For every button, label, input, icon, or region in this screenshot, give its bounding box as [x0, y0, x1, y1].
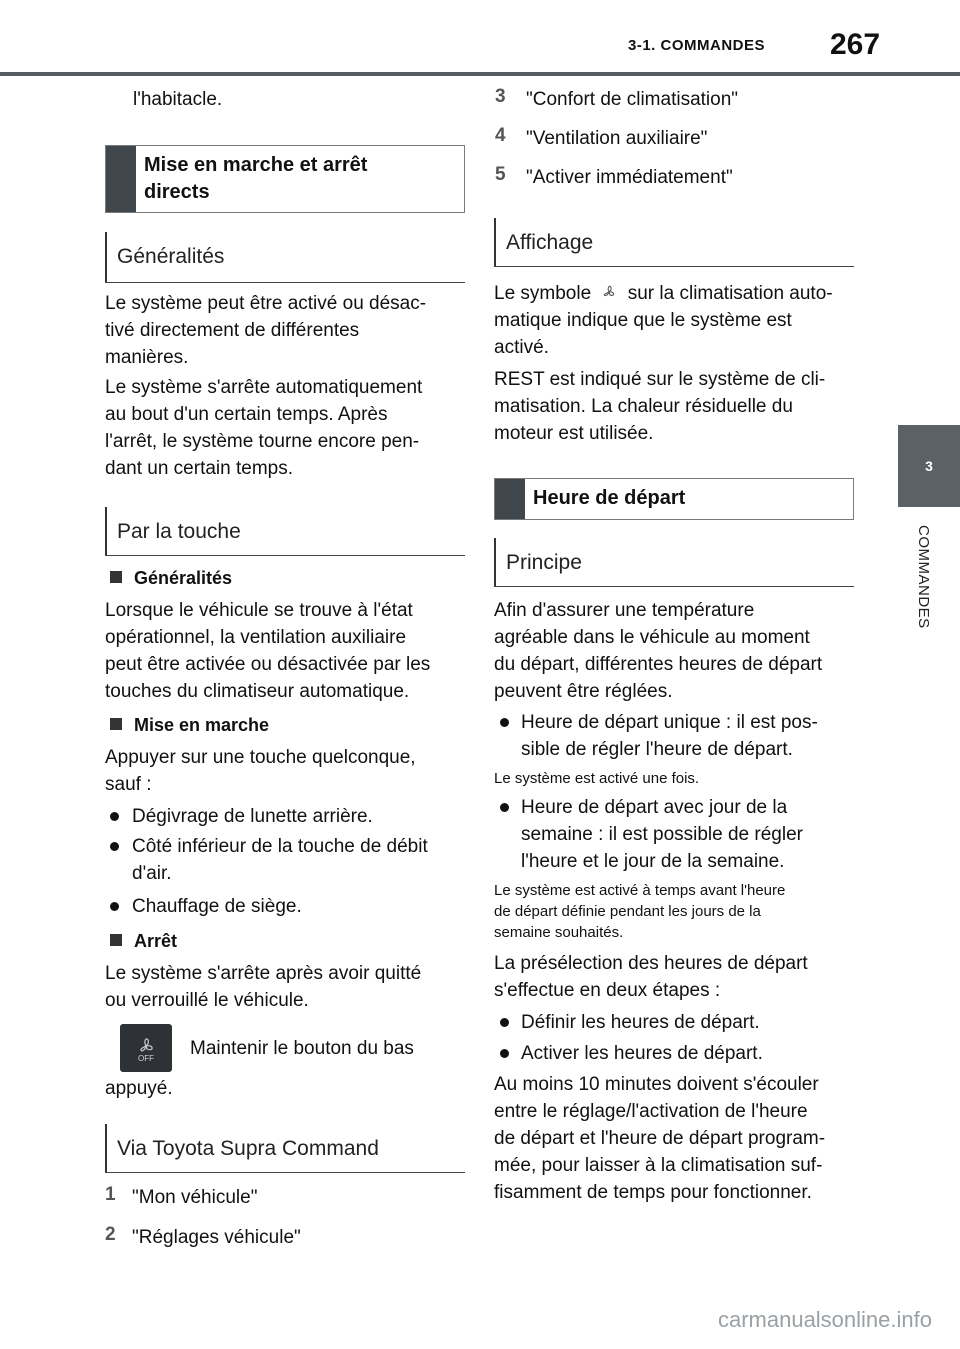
- text-line: du départ, différentes heures de départ: [494, 654, 823, 675]
- para-au-moins: [494, 1071, 825, 1206]
- subheading-text: Affichage: [506, 231, 594, 254]
- bold-head-text: Arrêt: [134, 931, 178, 951]
- step-number: 4: [495, 125, 506, 146]
- text-line: manières.: [105, 347, 189, 368]
- text-line: matique indique que le système est: [494, 310, 792, 331]
- subheading-par-touche: [105, 507, 465, 555]
- intro-line: l'habitacle.: [133, 89, 223, 110]
- text-line: Le système s'arrête automatiquement: [105, 377, 423, 398]
- note-unique: Le système est activé une fois.: [494, 770, 700, 787]
- text-line: Heure de départ avec jour de la: [521, 797, 788, 818]
- bold-head-generalites: [110, 568, 232, 589]
- heading-line-1: Mise en marche et arrêt: [144, 154, 368, 176]
- text-line: Au moins 10 minutes doivent s'écouler: [494, 1074, 819, 1095]
- square-bullet-icon: [110, 571, 122, 583]
- bold-head-text: Généralités: [134, 568, 233, 588]
- para-rest: [494, 366, 825, 447]
- para-arret-auto: [105, 374, 422, 482]
- heading-line-1: Heure de départ: [533, 487, 686, 509]
- bullet-dot-icon: [110, 812, 119, 821]
- subheading-generalites: [105, 232, 465, 282]
- subheading-text: Généralités: [117, 245, 225, 268]
- text-segment: Le symbole: [494, 283, 592, 304]
- step-text: "Activer immédiatement": [526, 167, 733, 188]
- text-line: peut être activée ou désactivée par les: [105, 654, 431, 675]
- para-afin: [494, 597, 822, 705]
- bold-head-mise-en-marche: [110, 715, 269, 736]
- section-title: 3-1. COMMANDES: [628, 37, 766, 54]
- bold-head-arret: [110, 931, 177, 952]
- step-text: "Ventilation auxiliaire": [526, 128, 708, 149]
- bullet-dot-icon: [500, 803, 509, 812]
- bullet-text: Côté inférieur de la touche de débit: [132, 836, 428, 857]
- text-segment: sur la climatisation auto-: [627, 283, 833, 304]
- text-line: [494, 280, 833, 307]
- bullet-dot-icon: [500, 1049, 509, 1058]
- para-appuyer: [105, 744, 416, 798]
- bullet-text: Dégivrage de lunette arrière.: [132, 806, 373, 827]
- square-bullet-icon: [110, 934, 122, 946]
- text-line: Le système peut être activé ou désac-: [105, 293, 427, 314]
- fan-icon: [120, 1024, 172, 1072]
- text-line: tivé directement de différentes: [105, 320, 360, 341]
- text-line: Appuyer sur une touche quelconque,: [105, 747, 416, 768]
- subheading-via-supra: [105, 1124, 465, 1172]
- chapter-number-tab: 3: [898, 425, 960, 507]
- step-3: [495, 86, 506, 108]
- text-line: La présélection des heures de départ: [494, 953, 808, 974]
- text-line: ou verrouillé le véhicule.: [105, 990, 309, 1011]
- bullet-unique: [521, 709, 818, 763]
- text-line: agréable dans le véhicule au moment: [494, 627, 810, 648]
- text-line: peuvent être réglées.: [494, 681, 673, 702]
- off-label: OFF: [138, 1054, 154, 1063]
- text-line: Lorsque le véhicule se trouve à l'état: [105, 600, 413, 621]
- subheading-text: Via Toyota Supra Command: [117, 1137, 379, 1160]
- fan-off-button-icon: [120, 1024, 172, 1072]
- maintenir-text: Maintenir le bouton du bas: [190, 1038, 414, 1059]
- step-text: "Réglages véhicule": [132, 1227, 301, 1248]
- heading-line-2: directs: [144, 181, 210, 203]
- text-line: moteur est utilisée.: [494, 423, 654, 444]
- page-number: 267: [830, 28, 881, 61]
- step-number: 5: [495, 164, 506, 185]
- bullet-dot-icon: [110, 842, 119, 851]
- step-text: "Confort de climatisation": [526, 89, 739, 110]
- text-line: opérationnel, la ventilation auxiliaire: [105, 627, 407, 648]
- bullet-text: Chauffage de siège.: [132, 896, 302, 917]
- text-line: de départ définie pendant les jours de la: [494, 903, 761, 920]
- heading-mise-en-marche: [105, 145, 465, 213]
- fan-icon: [598, 282, 620, 302]
- heading-heure-de-depart: [494, 478, 854, 520]
- step-2: [105, 1224, 116, 1246]
- text-line: fisamment de temps pour fonctionner.: [494, 1182, 812, 1203]
- text-line: REST est indiqué sur le système de cli-: [494, 369, 826, 390]
- para-generalites: [105, 290, 426, 371]
- text-line: dant un certain temps.: [105, 458, 293, 479]
- chapter-title: COMMANDES: [915, 525, 932, 629]
- text-line: Heure de départ unique : il est pos-: [521, 712, 818, 733]
- subheading-principe: [494, 538, 854, 586]
- bullet-text: Définir les heures de départ.: [521, 1012, 760, 1033]
- subheading-text: Par la touche: [117, 520, 241, 543]
- text-line: Afin d'assurer une température: [494, 600, 755, 621]
- text-line: semaine : il est possible de régler: [521, 824, 803, 845]
- bold-head-text: Mise en marche: [134, 715, 270, 735]
- text-line: mée, pour laisser à la climatisation suf-: [494, 1155, 823, 1176]
- text-line: sauf :: [105, 774, 152, 795]
- heading-bar: [495, 479, 525, 519]
- bullet-semaine: [521, 794, 803, 875]
- text-line: l'arrêt, le système tourne encore pen-: [105, 431, 420, 452]
- text-line: matisation. La chaleur résiduelle du: [494, 396, 793, 417]
- appuye-text: appuyé.: [105, 1078, 173, 1099]
- step-5: [495, 164, 506, 186]
- bullet-dot-icon: [500, 1018, 509, 1027]
- chapter-title-tab: [898, 507, 960, 767]
- bullet-dot-icon: [110, 902, 119, 911]
- text-line: sible de régler l'heure de départ.: [521, 739, 793, 760]
- bullet-text-cont: d'air.: [132, 863, 172, 884]
- text-line: l'heure et le jour de la semaine.: [521, 851, 785, 872]
- bullet-text: Activer les heures de départ.: [521, 1043, 763, 1064]
- text-line: activé.: [494, 337, 549, 358]
- step-number: 1: [105, 1184, 116, 1205]
- para-lorsque: [105, 597, 430, 705]
- subheading-affichage: [494, 218, 854, 266]
- text-line: Le système s'arrête après avoir quitté: [105, 963, 422, 984]
- para-arret: [105, 960, 421, 1014]
- text-line: touches du climatiseur automatique.: [105, 681, 410, 702]
- text-line: Le système est activé à temps avant l'heure: [494, 882, 786, 899]
- step-text: "Mon véhicule": [132, 1187, 258, 1208]
- header-rule: [0, 72, 960, 76]
- step-4: [495, 125, 506, 147]
- text-line: de départ et l'heure de départ program-: [494, 1128, 826, 1149]
- note-semaine: [494, 880, 785, 943]
- text-line: entre le réglage/l'activation de l'heure: [494, 1101, 808, 1122]
- step-number: 3: [495, 86, 506, 107]
- step-1: [105, 1184, 116, 1206]
- text-line: s'effectue en deux étapes :: [494, 980, 721, 1001]
- square-bullet-icon: [110, 718, 122, 730]
- para-symbole: [494, 280, 833, 361]
- text-line: au bout d'un certain temps. Après: [105, 404, 388, 425]
- text-line: semaine souhaités.: [494, 924, 624, 941]
- watermark: carmanualsonline.info: [717, 1307, 932, 1332]
- subheading-text: Principe: [506, 551, 582, 574]
- step-number: 2: [105, 1224, 116, 1245]
- para-preselection: [494, 950, 808, 1004]
- bullet-dot-icon: [500, 718, 509, 727]
- heading-bar: [106, 146, 136, 212]
